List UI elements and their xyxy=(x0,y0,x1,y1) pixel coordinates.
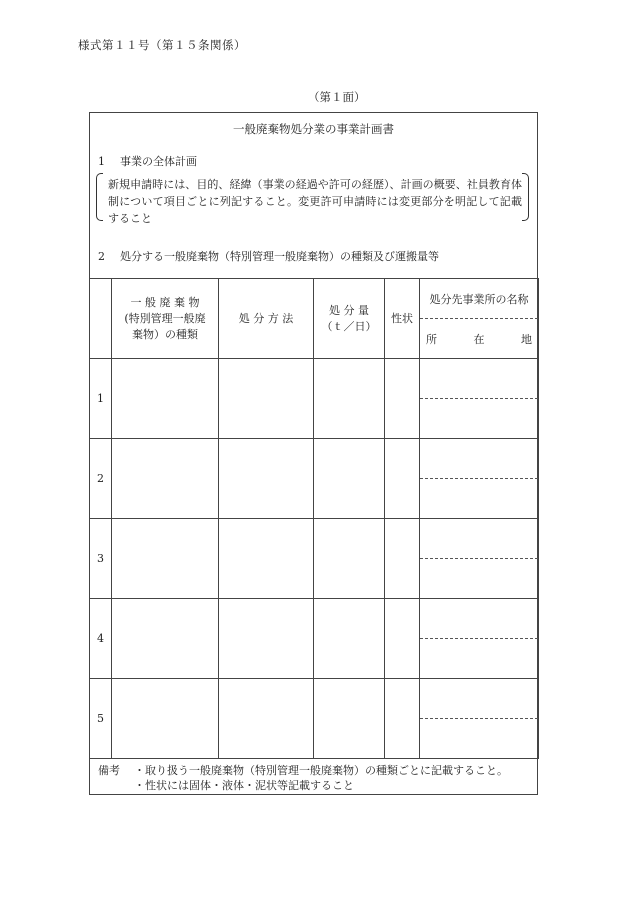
table-row xyxy=(90,439,539,519)
waste-table xyxy=(89,278,539,759)
destination-cell[interactable] xyxy=(420,679,539,759)
document-title: 一般廃棄物処分業の事業計画書 xyxy=(233,122,394,136)
header-waste-type xyxy=(112,279,219,359)
dashed-divider xyxy=(420,558,538,559)
row-number: 5 xyxy=(90,679,112,759)
row-number: 2 xyxy=(90,439,112,519)
method-cell[interactable] xyxy=(219,359,314,439)
destination-cell[interactable] xyxy=(420,359,539,439)
remarks-label: 備考 xyxy=(98,764,120,777)
section-2-number: 2 xyxy=(98,250,105,263)
table-header-row xyxy=(90,279,539,359)
header-state: 性状 xyxy=(385,279,420,359)
table-row xyxy=(90,519,539,599)
table-row xyxy=(90,359,539,439)
right-bracket xyxy=(522,173,529,221)
amount-cell[interactable] xyxy=(314,439,385,519)
section-2-heading xyxy=(98,248,439,264)
header-amount-line1: 処 分 量 xyxy=(329,303,369,317)
dashed-divider xyxy=(420,478,538,479)
dashed-divider xyxy=(420,718,538,719)
section-1-heading xyxy=(98,153,197,169)
header-amount-line2: （ｔ／日） xyxy=(321,319,377,333)
header-location-char2: 在 xyxy=(473,332,485,346)
header-waste-line3: 棄物）の種類 xyxy=(132,327,198,341)
instruction-text: 新規申請時には、目的、経緯（事業の経過や許可の経歴）、計画の概要、社員教育体制について項目ごとに列記すること。変更許可申請時には変更部分を明記して記載すること xyxy=(108,178,522,225)
form-number: 様式第１１号（第１５条関係） xyxy=(78,38,246,52)
state-cell[interactable] xyxy=(385,519,420,599)
amount-cell[interactable] xyxy=(314,679,385,759)
header-blank xyxy=(90,279,112,359)
amount-cell[interactable] xyxy=(314,519,385,599)
header-amount xyxy=(314,279,385,359)
header-destination-name: 処分先事業所の名称 xyxy=(429,292,529,306)
state-cell[interactable] xyxy=(385,679,420,759)
header-location-char1: 所 xyxy=(426,332,437,346)
left-bracket xyxy=(96,173,103,221)
waste-type-cell[interactable] xyxy=(112,359,219,439)
instruction-box xyxy=(96,173,529,225)
waste-type-cell[interactable] xyxy=(112,599,219,679)
row-number: 3 xyxy=(90,519,112,599)
dashed-divider xyxy=(420,398,538,399)
destination-cell[interactable] xyxy=(420,599,539,679)
method-cell[interactable] xyxy=(219,679,314,759)
page-label: （第１面） xyxy=(308,90,366,104)
method-cell[interactable] xyxy=(219,439,314,519)
remarks-items xyxy=(134,763,534,793)
section-1-number: 1 xyxy=(98,155,105,168)
section-1-label: 事業の全体計画 xyxy=(120,155,197,168)
destination-cell[interactable] xyxy=(420,439,539,519)
header-waste-line1: 一 般 廃 棄 物 xyxy=(130,295,200,309)
amount-cell[interactable] xyxy=(314,599,385,679)
header-method: 処 分 方 法 xyxy=(219,279,314,359)
table-row xyxy=(90,679,539,759)
remarks-item: ・性状には固体・液体・泥状等記載すること xyxy=(134,779,354,792)
waste-type-cell[interactable] xyxy=(112,519,219,599)
form-frame xyxy=(89,112,538,795)
waste-type-cell[interactable] xyxy=(112,439,219,519)
header-destination-location xyxy=(420,318,538,358)
amount-cell[interactable] xyxy=(314,359,385,439)
row-number: 4 xyxy=(90,599,112,679)
state-cell[interactable] xyxy=(385,359,420,439)
state-cell[interactable] xyxy=(385,599,420,679)
section-2-label: 処分する一般廃棄物（特別管理一般廃棄物）の種類及び運搬量等 xyxy=(120,250,439,263)
method-cell[interactable] xyxy=(219,599,314,679)
row-number: 1 xyxy=(90,359,112,439)
header-waste-line2: (特別管理一般廃 xyxy=(124,311,206,325)
waste-type-cell[interactable] xyxy=(112,679,219,759)
destination-cell[interactable] xyxy=(420,519,539,599)
header-destination xyxy=(420,279,539,359)
table-row xyxy=(90,599,539,679)
dashed-divider xyxy=(420,638,538,639)
remarks-item: ・取り扱う一般廃棄物（特別管理一般廃棄物）の種類ごとに記載すること。 xyxy=(134,764,508,777)
method-cell[interactable] xyxy=(219,519,314,599)
header-location-char3: 地 xyxy=(521,332,532,346)
state-cell[interactable] xyxy=(385,439,420,519)
